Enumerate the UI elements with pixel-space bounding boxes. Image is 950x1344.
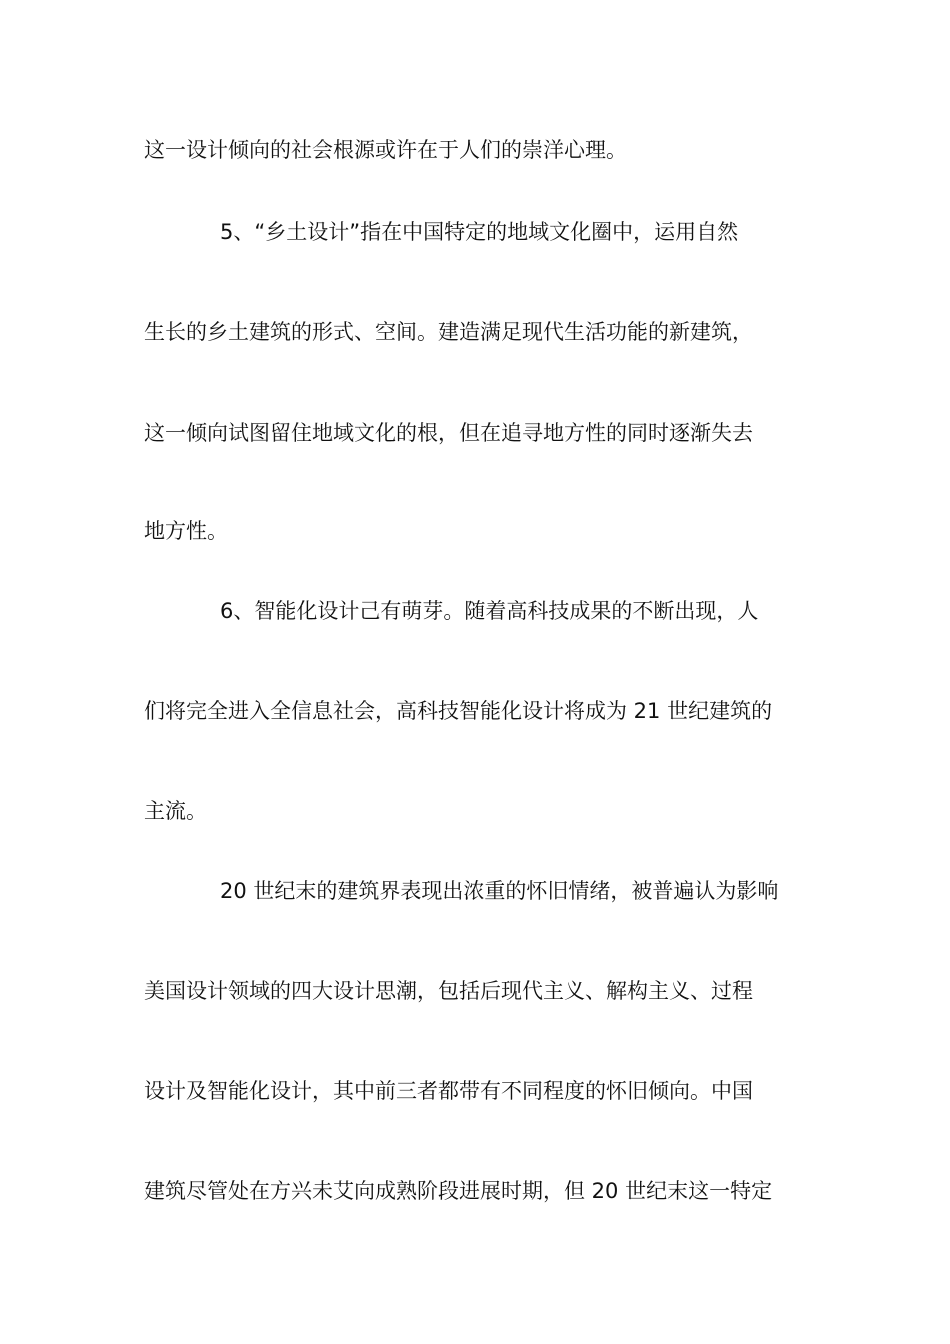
paragraph-7-line-2: 美国设计领域的四大设计思潮，包括后现代主义、解构主义、过程 [144, 979, 753, 1003]
paragraph-5-line-1: 5、“乡土设计”指在中国特定的地域文化圈中，运用自然 [220, 220, 739, 244]
paragraph-7-line-3: 设计及智能化设计，其中前三者都带有不同程度的怀旧倾向。中国 [144, 1079, 753, 1103]
paragraph-5-line-4: 地方性。 [144, 519, 228, 543]
paragraph-7-line-4: 建筑尽管处在方兴未艾向成熟阶段进展时期，但 20 世纪末这一特定 [144, 1179, 773, 1203]
paragraph-6-line-2: 们将完全进入全信息社会，高科技智能化设计将成为 21 世纪建筑的 [144, 699, 773, 723]
paragraph-6-line-3: 主流。 [144, 799, 207, 823]
paragraph-7-line-1: 20 世纪末的建筑界表现出浓重的怀旧情绪，被普遍认为影响 [220, 879, 779, 903]
text-line-1: 这一设计倾向的社会根源或许在于人们的崇洋心理。 [144, 138, 627, 162]
paragraph-5-line-2: 生长的乡土建筑的形式、空间。建造满足现代生活功能的新建筑， [144, 320, 753, 344]
paragraph-5-line-3: 这一倾向试图留住地域文化的根，但在追寻地方性的同时逐渐失去 [144, 421, 753, 445]
paragraph-6-line-1: 6、智能化设计己有萌芽。随着高科技成果的不断出现，人 [220, 599, 759, 623]
